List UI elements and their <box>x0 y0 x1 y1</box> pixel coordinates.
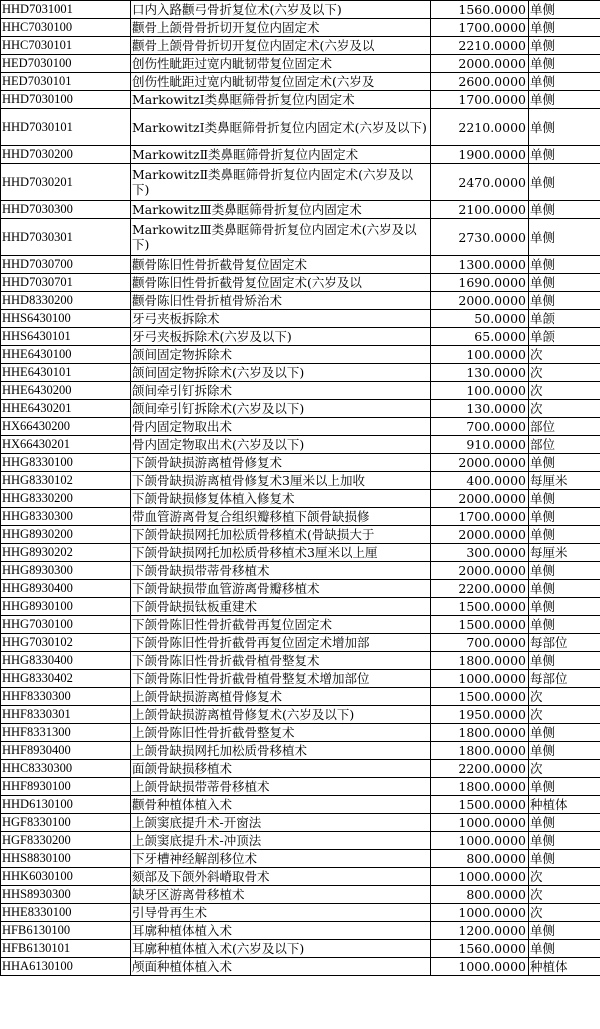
price-cell: 1700.0000 <box>431 91 529 109</box>
table-row <box>1 832 600 850</box>
code-cell: HED7030100 <box>1 55 131 73</box>
name-cell: 颧骨上颌骨骨折切开复位内固定术(六岁及以 <box>131 37 431 55</box>
unit-cell: 次 <box>529 346 600 364</box>
table-row <box>1 346 600 364</box>
price-cell: 2200.0000 <box>431 580 529 598</box>
code-cell: HHD8330200 <box>1 292 131 310</box>
price-cell: 1300.0000 <box>431 256 529 274</box>
code-cell: HHF8330301 <box>1 706 131 724</box>
code-cell: HHD7030200 <box>1 146 131 164</box>
name-cell: 下颌骨陈旧性骨折截骨植骨整复术 <box>131 652 431 670</box>
price-cell: 2000.0000 <box>431 526 529 544</box>
name-cell: 颌间牵引钉拆除术 <box>131 382 431 400</box>
unit-cell: 单侧 <box>529 109 600 146</box>
price-cell: 1500.0000 <box>431 688 529 706</box>
name-cell: MarkowitzⅡ类鼻眶筛骨折复位内固定术(六岁及以下) <box>131 164 431 201</box>
unit-cell: 种植体 <box>529 796 600 814</box>
code-cell: HHE6430100 <box>1 346 131 364</box>
price-cell: 2200.0000 <box>431 760 529 778</box>
price-cell: 2210.0000 <box>431 109 529 146</box>
unit-cell: 每部位 <box>529 634 600 652</box>
unit-cell: 次 <box>529 382 600 400</box>
name-cell: 耳廓种植体植入术 <box>131 922 431 940</box>
unit-cell: 单侧 <box>529 598 600 616</box>
unit-cell: 单侧 <box>529 91 600 109</box>
table-row <box>1 814 600 832</box>
code-cell: HFB6130101 <box>1 940 131 958</box>
code-cell: HHG8330400 <box>1 652 131 670</box>
price-cell: 2000.0000 <box>431 562 529 580</box>
price-cell: 1000.0000 <box>431 832 529 850</box>
code-cell: HHC7030100 <box>1 19 131 37</box>
table-row <box>1 958 600 976</box>
name-cell: 颧骨陈旧性骨折截骨复位固定术 <box>131 256 431 274</box>
code-cell: HHF8930100 <box>1 778 131 796</box>
unit-cell: 单侧 <box>529 490 600 508</box>
unit-cell: 每厘米 <box>529 544 600 562</box>
table-row <box>1 454 600 472</box>
unit-cell: 种植体 <box>529 958 600 976</box>
code-cell: HFB6130100 <box>1 922 131 940</box>
price-cell: 130.0000 <box>431 400 529 418</box>
table-row <box>1 508 600 526</box>
price-cell: 2470.0000 <box>431 164 529 201</box>
unit-cell: 单侧 <box>529 940 600 958</box>
name-cell: MarkowitzⅠ类鼻眶筛骨折复位内固定术 <box>131 91 431 109</box>
code-cell: HHD7030301 <box>1 219 131 256</box>
name-cell: 带血管游离骨复合组织瓣移植下颌骨缺损修 <box>131 508 431 526</box>
code-cell: HGF8330200 <box>1 832 131 850</box>
table-body <box>1 1 600 976</box>
code-cell: HHD7030700 <box>1 256 131 274</box>
name-cell: 面颌骨缺损移植术 <box>131 760 431 778</box>
code-cell: HHS8930300 <box>1 886 131 904</box>
code-cell: HHF8330300 <box>1 688 131 706</box>
code-cell: HED7030101 <box>1 73 131 91</box>
price-cell: 800.0000 <box>431 850 529 868</box>
name-cell: 颏部及下颌外斜嵴取骨术 <box>131 868 431 886</box>
price-cell: 65.0000 <box>431 328 529 346</box>
name-cell: 下颌骨缺损修复体植入修复术 <box>131 490 431 508</box>
table-row <box>1 55 600 73</box>
name-cell: 下颌骨缺损带蒂骨移植术 <box>131 562 431 580</box>
code-cell: HHE8330100 <box>1 904 131 922</box>
unit-cell: 单侧 <box>529 580 600 598</box>
code-cell: HHG8330100 <box>1 454 131 472</box>
code-cell: HHD7030201 <box>1 164 131 201</box>
table-row <box>1 364 600 382</box>
code-cell: HHA6130100 <box>1 958 131 976</box>
table-row <box>1 526 600 544</box>
name-cell: 创伤性眦距过宽内眦韧带复位固定术 <box>131 55 431 73</box>
table-row <box>1 91 600 109</box>
unit-cell: 次 <box>529 760 600 778</box>
name-cell: 上颌窦底提升术-开窗法 <box>131 814 431 832</box>
unit-cell: 每厘米 <box>529 472 600 490</box>
table-row <box>1 201 600 219</box>
table-row <box>1 256 600 274</box>
table-row <box>1 109 600 146</box>
name-cell: 下颌骨陈旧性骨折截骨植骨整复术增加部位 <box>131 670 431 688</box>
name-cell: 口内入路颧弓骨折复位术(六岁及以下) <box>131 1 431 19</box>
code-cell: HHD7030101 <box>1 109 131 146</box>
table-row <box>1 598 600 616</box>
price-cell: 1800.0000 <box>431 742 529 760</box>
table-row <box>1 19 600 37</box>
price-cell: 1500.0000 <box>431 796 529 814</box>
name-cell: 下颌骨陈旧性骨折截骨再复位固定术 <box>131 616 431 634</box>
unit-cell: 单侧 <box>529 146 600 164</box>
price-cell: 400.0000 <box>431 472 529 490</box>
code-cell: HGF8330100 <box>1 814 131 832</box>
code-cell: HHD7031001 <box>1 1 131 19</box>
code-cell: HX66430201 <box>1 436 131 454</box>
code-cell: HHE6430200 <box>1 382 131 400</box>
unit-cell: 单侧 <box>529 742 600 760</box>
table-row <box>1 310 600 328</box>
code-cell: HX66430200 <box>1 418 131 436</box>
price-cell: 1200.0000 <box>431 922 529 940</box>
unit-cell: 单侧 <box>529 37 600 55</box>
table-row <box>1 940 600 958</box>
table-row <box>1 274 600 292</box>
unit-cell: 单侧 <box>529 19 600 37</box>
name-cell: 牙弓夹板拆除术(六岁及以下) <box>131 328 431 346</box>
name-cell: MarkowitzⅠ类鼻眶筛骨折复位内固定术(六岁及以下) <box>131 109 431 146</box>
table-row <box>1 418 600 436</box>
unit-cell: 单侧 <box>529 292 600 310</box>
name-cell: 下颌骨陈旧性骨折截骨再复位固定术增加部 <box>131 634 431 652</box>
unit-cell: 次 <box>529 400 600 418</box>
price-cell: 1500.0000 <box>431 598 529 616</box>
price-cell: 2600.0000 <box>431 73 529 91</box>
table-row <box>1 886 600 904</box>
price-cell: 700.0000 <box>431 634 529 652</box>
price-cell: 1000.0000 <box>431 958 529 976</box>
code-cell: HHE6430201 <box>1 400 131 418</box>
table-row <box>1 562 600 580</box>
unit-cell: 单侧 <box>529 526 600 544</box>
table-row <box>1 922 600 940</box>
name-cell: 下颌骨缺损网托加松质骨移植术(骨缺损大于 <box>131 526 431 544</box>
unit-cell: 单侧 <box>529 814 600 832</box>
price-cell: 2000.0000 <box>431 292 529 310</box>
code-cell: HHD7030300 <box>1 201 131 219</box>
table-row <box>1 652 600 670</box>
price-cell: 1700.0000 <box>431 19 529 37</box>
name-cell: 牙弓夹板拆除术 <box>131 310 431 328</box>
unit-cell: 单侧 <box>529 778 600 796</box>
table-row <box>1 382 600 400</box>
code-cell: HHS8830100 <box>1 850 131 868</box>
unit-cell: 每部位 <box>529 670 600 688</box>
price-cell: 1800.0000 <box>431 652 529 670</box>
table-row <box>1 904 600 922</box>
name-cell: 下颌骨缺损游离植骨修复术3厘米以上加收 <box>131 472 431 490</box>
code-cell: HHS6430101 <box>1 328 131 346</box>
price-cell: 700.0000 <box>431 418 529 436</box>
unit-cell: 单侧 <box>529 201 600 219</box>
code-cell: HHK6030100 <box>1 868 131 886</box>
code-cell: HHF8930400 <box>1 742 131 760</box>
unit-cell: 单侧 <box>529 55 600 73</box>
table-row <box>1 778 600 796</box>
unit-cell: 单侧 <box>529 164 600 201</box>
unit-cell: 单侧 <box>529 652 600 670</box>
price-cell: 50.0000 <box>431 310 529 328</box>
name-cell: 下颌骨缺损钛板重建术 <box>131 598 431 616</box>
price-cell: 1900.0000 <box>431 146 529 164</box>
table-row <box>1 73 600 91</box>
table-row <box>1 400 600 418</box>
name-cell: 骨内固定物取出术(六岁及以下) <box>131 436 431 454</box>
name-cell: 颅面种植体植入术 <box>131 958 431 976</box>
table-row <box>1 742 600 760</box>
unit-cell: 单侧 <box>529 508 600 526</box>
unit-cell: 次 <box>529 868 600 886</box>
price-cell: 2000.0000 <box>431 454 529 472</box>
table-row <box>1 850 600 868</box>
table-row <box>1 616 600 634</box>
name-cell: 耳廓种植体植入术(六岁及以下) <box>131 940 431 958</box>
unit-cell: 单侧 <box>529 1 600 19</box>
unit-cell: 单侧 <box>529 219 600 256</box>
code-cell: HHS6430100 <box>1 310 131 328</box>
code-cell: HHD7030100 <box>1 91 131 109</box>
table-row <box>1 868 600 886</box>
price-cell: 130.0000 <box>431 364 529 382</box>
table-row <box>1 219 600 256</box>
code-cell: HHF8331300 <box>1 724 131 742</box>
code-cell: HHG7030102 <box>1 634 131 652</box>
code-cell: HHG8930100 <box>1 598 131 616</box>
unit-cell: 次 <box>529 688 600 706</box>
table-row <box>1 1 600 19</box>
price-cell: 800.0000 <box>431 886 529 904</box>
table-row <box>1 544 600 562</box>
price-cell: 2730.0000 <box>431 219 529 256</box>
table-row <box>1 164 600 201</box>
price-cell: 100.0000 <box>431 382 529 400</box>
table-row <box>1 472 600 490</box>
unit-cell: 单侧 <box>529 922 600 940</box>
price-cell: 2000.0000 <box>431 55 529 73</box>
code-cell: HHC8330300 <box>1 760 131 778</box>
code-cell: HHC7030101 <box>1 37 131 55</box>
name-cell: 上颌骨缺损游离植骨修复术 <box>131 688 431 706</box>
code-cell: HHG8330300 <box>1 508 131 526</box>
table-row <box>1 670 600 688</box>
unit-cell: 次 <box>529 904 600 922</box>
table-row <box>1 760 600 778</box>
price-cell: 1000.0000 <box>431 868 529 886</box>
table-row <box>1 37 600 55</box>
name-cell: MarkowitzⅢ类鼻眶筛骨折复位内固定术(六岁及以下) <box>131 219 431 256</box>
code-cell: HHE6430101 <box>1 364 131 382</box>
code-cell: HHG8930202 <box>1 544 131 562</box>
table-row <box>1 634 600 652</box>
name-cell: MarkowitzⅡ类鼻眶筛骨折复位内固定术 <box>131 146 431 164</box>
code-cell: HHG8930200 <box>1 526 131 544</box>
name-cell: 创伤性眦距过宽内眦韧带复位固定术(六岁及 <box>131 73 431 91</box>
unit-cell: 单侧 <box>529 850 600 868</box>
unit-cell: 部位 <box>529 436 600 454</box>
unit-cell: 单侧 <box>529 832 600 850</box>
code-cell: HHD7030701 <box>1 274 131 292</box>
table-row <box>1 436 600 454</box>
name-cell: 颧骨陈旧性骨折植骨矫治术 <box>131 292 431 310</box>
table-row <box>1 688 600 706</box>
code-cell: HHG8930400 <box>1 580 131 598</box>
price-cell: 1000.0000 <box>431 814 529 832</box>
price-cell: 1950.0000 <box>431 706 529 724</box>
code-cell: HHG7030100 <box>1 616 131 634</box>
name-cell: 颌间牵引钉拆除术(六岁及以下) <box>131 400 431 418</box>
price-cell: 2100.0000 <box>431 201 529 219</box>
price-cell: 1000.0000 <box>431 670 529 688</box>
unit-cell: 单侧 <box>529 256 600 274</box>
name-cell: 缺牙区游离骨移植术 <box>131 886 431 904</box>
name-cell: 上颌骨缺损带蒂骨移植术 <box>131 778 431 796</box>
code-cell: HHG8930300 <box>1 562 131 580</box>
price-cell: 1500.0000 <box>431 616 529 634</box>
name-cell: 颧骨种植体植入术 <box>131 796 431 814</box>
price-cell: 2000.0000 <box>431 490 529 508</box>
price-cell: 1560.0000 <box>431 940 529 958</box>
unit-cell: 次 <box>529 706 600 724</box>
table-row <box>1 292 600 310</box>
name-cell: 骨内固定物取出术 <box>131 418 431 436</box>
table-row <box>1 796 600 814</box>
price-cell: 1800.0000 <box>431 778 529 796</box>
table-row <box>1 146 600 164</box>
name-cell: 上颌骨缺损游离植骨修复术(六岁及以下) <box>131 706 431 724</box>
code-cell: HHD6130100 <box>1 796 131 814</box>
name-cell: 上颌骨缺损网托加松质骨移植术 <box>131 742 431 760</box>
name-cell: 颌间固定物拆除术(六岁及以下) <box>131 364 431 382</box>
table-row <box>1 580 600 598</box>
name-cell: 下颌骨缺损带血管游离骨瓣移植术 <box>131 580 431 598</box>
name-cell: 上颌窦底提升术-冲顶法 <box>131 832 431 850</box>
name-cell: 颧骨陈旧性骨折截骨复位固定术(六岁及以 <box>131 274 431 292</box>
name-cell: 颧骨上颌骨骨折切开复位内固定术 <box>131 19 431 37</box>
name-cell: 引导骨再生术 <box>131 904 431 922</box>
price-cell: 2210.0000 <box>431 37 529 55</box>
unit-cell: 单侧 <box>529 616 600 634</box>
price-cell: 1000.0000 <box>431 904 529 922</box>
code-cell: HHG8330200 <box>1 490 131 508</box>
table-row <box>1 328 600 346</box>
name-cell: 上颌骨陈旧性骨折截骨整复术 <box>131 724 431 742</box>
unit-cell: 部位 <box>529 418 600 436</box>
code-cell: HHG8330402 <box>1 670 131 688</box>
name-cell: MarkowitzⅢ类鼻眶筛骨折复位内固定术 <box>131 201 431 219</box>
name-cell: 颌间固定物拆除术 <box>131 346 431 364</box>
unit-cell: 单侧 <box>529 724 600 742</box>
price-cell: 1800.0000 <box>431 724 529 742</box>
name-cell: 下颌骨缺损游离植骨修复术 <box>131 454 431 472</box>
unit-cell: 单侧 <box>529 454 600 472</box>
unit-cell: 次 <box>529 364 600 382</box>
price-cell: 910.0000 <box>431 436 529 454</box>
price-cell: 1690.0000 <box>431 274 529 292</box>
price-cell: 1560.0000 <box>431 1 529 19</box>
unit-cell: 单颌 <box>529 310 600 328</box>
unit-cell: 单侧 <box>529 562 600 580</box>
unit-cell: 次 <box>529 886 600 904</box>
unit-cell: 单侧 <box>529 73 600 91</box>
table-row <box>1 706 600 724</box>
table-row <box>1 490 600 508</box>
price-cell: 1700.0000 <box>431 508 529 526</box>
unit-cell: 单侧 <box>529 274 600 292</box>
name-cell: 下颌骨缺损网托加松质骨移植术3厘米以上厘 <box>131 544 431 562</box>
price-cell: 300.0000 <box>431 544 529 562</box>
code-cell: HHG8330102 <box>1 472 131 490</box>
table-row <box>1 724 600 742</box>
unit-cell: 单颌 <box>529 328 600 346</box>
price-cell: 100.0000 <box>431 346 529 364</box>
name-cell: 下牙槽神经解剖移位术 <box>131 850 431 868</box>
